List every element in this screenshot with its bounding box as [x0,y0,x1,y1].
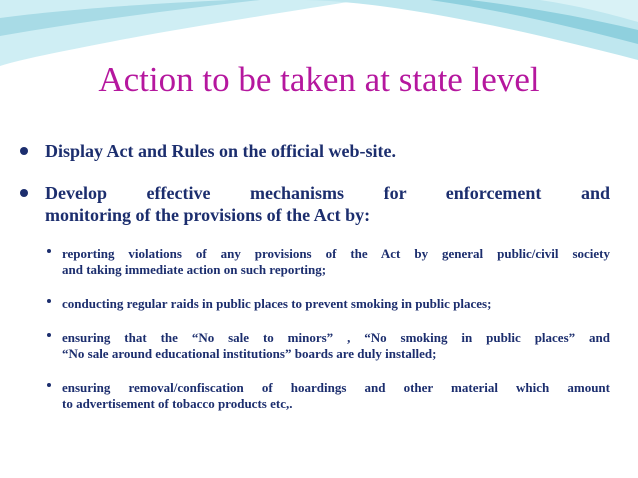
sub-bullet-reporting [37,246,610,278]
sub-bullet-list [37,246,610,412]
bullet-develop-mechanisms [20,182,610,412]
sub-bullet-dot-icon [47,299,51,303]
sub-bullet-raids [37,296,610,312]
bullet-dot-icon [20,189,28,197]
sub-bullet-line2: “No sale around educational institutions” boards are duly installed; [62,346,437,361]
bullet-display-act [20,140,610,162]
bullet-list [20,140,610,432]
sub-bullet-boards [37,330,610,362]
bullet-text: Display Act and Rules on the official web-site. [45,141,396,161]
bullet-text-line1: Develop effective mechanisms for enforcement and [45,183,610,203]
sub-bullet-line2: to advertisement of tobacco products etc,. [62,396,293,411]
sub-bullet-dot-icon [47,383,51,387]
slide-title: Action to be taken at state level [98,60,540,99]
sub-bullet-line1: reporting violations of any provisions of the Act by general public/civil society [62,246,610,261]
sub-bullet-dot-icon [47,249,51,253]
sub-bullet-hoardings [37,380,610,412]
sub-bullet-line1: ensuring that the “No sale to minors” , “No smoking in public places” and [62,330,610,345]
sub-bullet-dot-icon [47,333,51,337]
sub-bullet-line1: conducting regular raids in public places to prevent smoking in public places; [62,296,492,311]
bullet-dot-icon [20,147,28,155]
sub-bullet-line2: and taking immediate action on such reporting; [62,262,327,277]
bullet-text-line2: monitoring of the provisions of the Act by: [45,205,371,225]
sub-bullet-line1: ensuring removal/confiscation of hoardings and other material which amount [62,380,610,395]
